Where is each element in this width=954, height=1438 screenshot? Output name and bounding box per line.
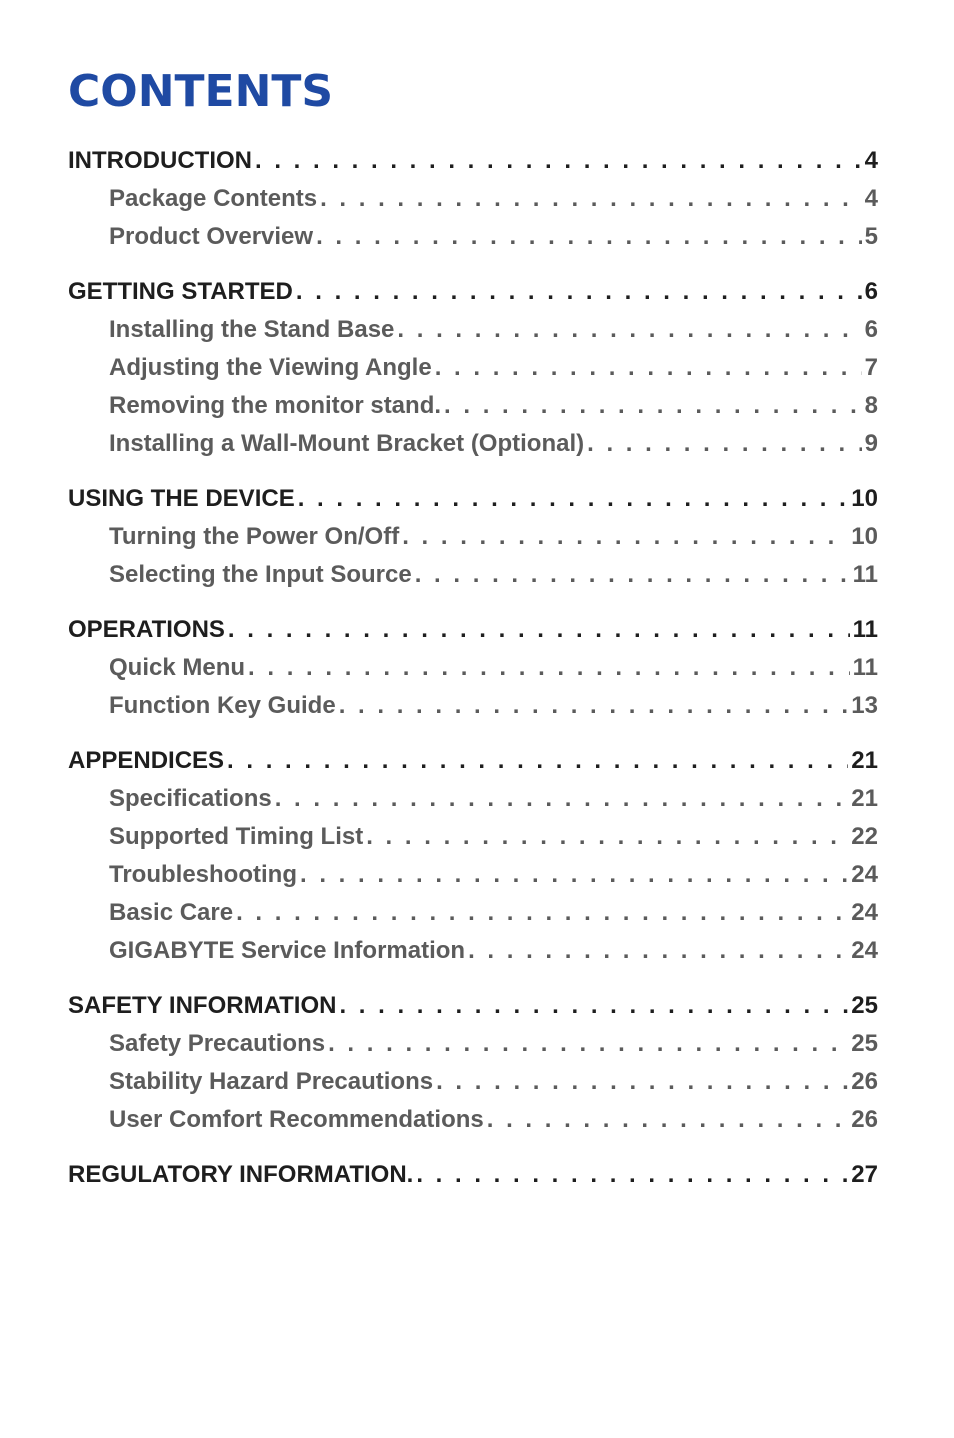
toc-item-selecting-the-input-source[interactable]: [68, 556, 878, 594]
toc-item-installing-the-stand-base[interactable]: [68, 311, 878, 349]
toc-entry-label: REGULATORY INFORMATION.: [68, 1161, 414, 1188]
toc-section-operations[interactable]: [68, 611, 878, 649]
dot-leader: [300, 856, 848, 894]
toc-entry-label: Installing the Stand Base: [109, 316, 395, 343]
toc-item-product-overview[interactable]: [68, 218, 878, 256]
toc-page-number: 7: [864, 354, 878, 381]
toc-entry-label: Supported Timing List: [109, 823, 364, 850]
toc-page-number: 11: [852, 616, 878, 643]
toc-entry-label: GETTING STARTED: [68, 278, 293, 305]
toc-entry-label: Function Key Guide: [109, 692, 336, 719]
toc-page-number: 11: [852, 561, 878, 588]
toc-item-turning-the-power-on-off[interactable]: [68, 518, 878, 556]
dot-leader: [248, 649, 850, 687]
toc-entry-label: INTRODUCTION: [68, 147, 252, 174]
dot-leader: [275, 780, 849, 818]
dot-leader: [468, 932, 848, 970]
toc-item-specifications[interactable]: [68, 780, 878, 818]
toc-entry-label: GIGABYTE Service Information: [109, 937, 466, 964]
dot-leader: [444, 387, 862, 425]
dot-leader: [402, 518, 848, 556]
toc-page-number: 13: [851, 692, 878, 719]
toc-page-number: 25: [851, 1030, 878, 1057]
toc-entry-label: Troubleshooting: [109, 861, 297, 888]
toc-entry-label: Stability Hazard Precautions: [109, 1068, 434, 1095]
toc-page-number: 24: [851, 937, 878, 964]
toc-section-group: [68, 742, 878, 970]
toc-entry-label: Turning the Power On/Off: [109, 523, 400, 550]
dot-leader: [587, 425, 862, 463]
dot-leader: [397, 311, 861, 349]
toc-entry-label: Installing a Wall-Mount Bracket (Optional): [109, 430, 585, 457]
dot-leader: [415, 556, 850, 594]
dot-leader: [227, 742, 848, 780]
toc-entry-label: Safety Precautions: [109, 1030, 326, 1057]
page-title: CONTENTS: [68, 66, 334, 117]
toc-page-number: 8: [864, 392, 878, 419]
toc-section-appendices[interactable]: [68, 742, 878, 780]
toc-item-adjusting-the-viewing-angle[interactable]: [68, 349, 878, 387]
toc-item-installing-a-wall-mount-bracket-optional[interactable]: [68, 425, 878, 463]
toc-section-safety-information[interactable]: [68, 987, 878, 1025]
toc-page-number: 24: [851, 899, 878, 926]
toc-page-number: 6: [864, 316, 878, 343]
toc-page-number: 4: [864, 147, 878, 174]
toc-page-number: 27: [851, 1161, 878, 1188]
toc-entry-label: APPENDICES: [68, 747, 225, 774]
toc-page-number: 11: [852, 654, 878, 681]
toc-item-user-comfort-recommendations[interactable]: [68, 1101, 878, 1139]
toc-section-group: [68, 611, 878, 725]
toc-entry-label: OPERATIONS: [68, 616, 225, 643]
toc-entry-label: SAFETY INFORMATION: [68, 992, 337, 1019]
dot-leader: [298, 480, 849, 518]
toc-entry-label: USING THE DEVICE: [68, 485, 295, 512]
toc-entry-label: Removing the monitor stand.: [109, 392, 442, 419]
dot-leader: [316, 218, 862, 256]
toc-item-gigabyte-service-information[interactable]: [68, 932, 878, 970]
toc-page-number: 5: [864, 223, 878, 250]
toc-section-using-the-device[interactable]: [68, 480, 878, 518]
toc-page-number: 25: [851, 992, 878, 1019]
dot-leader: [255, 142, 862, 180]
toc-entry-label: User Comfort Recommendations: [109, 1106, 484, 1133]
toc-entry-label: Selecting the Input Source: [109, 561, 412, 588]
toc-item-quick-menu[interactable]: [68, 649, 878, 687]
dot-leader: [436, 1063, 848, 1101]
dot-leader: [487, 1101, 849, 1139]
toc-entry-label: Quick Menu: [109, 654, 246, 681]
toc-item-safety-precautions[interactable]: [68, 1025, 878, 1063]
toc-page-number: 6: [864, 278, 878, 305]
toc-section-group: [68, 1156, 878, 1194]
toc-entry-label: Product Overview: [109, 223, 314, 250]
toc-section-regulatory-information[interactable]: [68, 1156, 878, 1194]
toc-entry-label: Basic Care: [109, 899, 234, 926]
dot-leader: [228, 611, 850, 649]
toc-item-removing-the-monitor-stand[interactable]: [68, 387, 878, 425]
toc-page-number: 10: [851, 523, 878, 550]
dot-leader: [366, 818, 848, 856]
toc-page-number: 4: [864, 185, 878, 212]
toc-page-number: 24: [851, 861, 878, 888]
dot-leader: [339, 687, 849, 725]
toc-section-group: [68, 987, 878, 1139]
toc-section-getting-started[interactable]: [68, 273, 878, 311]
toc-page-number: 10: [851, 485, 878, 512]
dot-leader: [236, 894, 848, 932]
toc-entry-label: Adjusting the Viewing Angle: [109, 354, 432, 381]
dot-leader: [416, 1156, 848, 1194]
toc-page-number: 26: [851, 1068, 878, 1095]
dot-leader: [435, 349, 862, 387]
toc-entry-label: Specifications: [109, 785, 272, 812]
dot-leader: [339, 987, 848, 1025]
dot-leader: [328, 1025, 848, 1063]
toc-item-function-key-guide[interactable]: [68, 687, 878, 725]
toc-page-number: 22: [851, 823, 878, 850]
toc-page-number: 21: [851, 785, 878, 812]
toc-item-package-contents[interactable]: [68, 180, 878, 218]
toc-item-basic-care[interactable]: [68, 894, 878, 932]
toc-section-group: [68, 480, 878, 594]
toc-page-number: 9: [864, 430, 878, 457]
toc-section-introduction[interactable]: [68, 142, 878, 180]
toc-page-number: 26: [851, 1106, 878, 1133]
dot-leader: [320, 180, 862, 218]
table-of-contents: [68, 142, 878, 1211]
toc-section-group: [68, 142, 878, 256]
toc-item-troubleshooting[interactable]: [68, 856, 878, 894]
toc-item-stability-hazard-precautions[interactable]: [68, 1063, 878, 1101]
toc-section-group: [68, 273, 878, 463]
dot-leader: [296, 273, 862, 311]
toc-entry-label: Package Contents: [109, 185, 318, 212]
toc-item-supported-timing-list[interactable]: [68, 818, 878, 856]
toc-page-number: 21: [851, 747, 878, 774]
